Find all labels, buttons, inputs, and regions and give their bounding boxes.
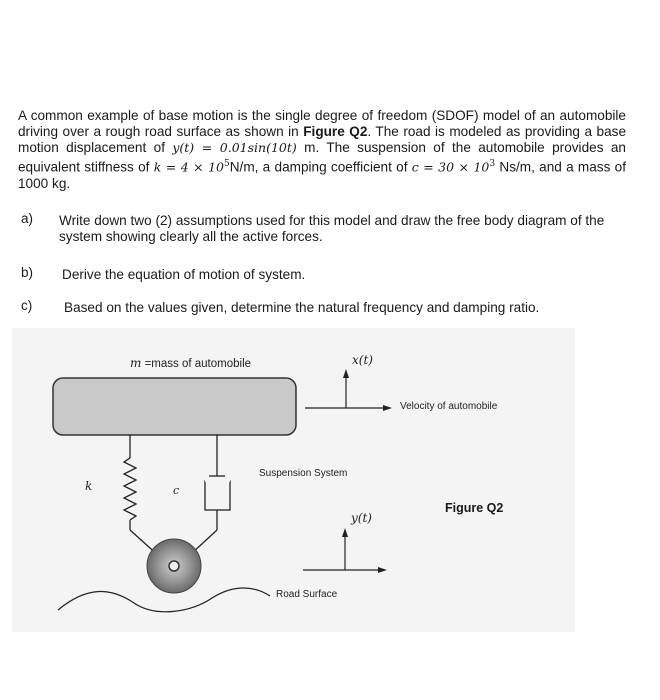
- damping-expression: c = 30 × 10: [411, 159, 490, 175]
- stiffness-exponent: 5: [223, 159, 230, 169]
- figure-reference: Figure Q2: [303, 124, 368, 139]
- stiffness-unit: N/m, a damping coefficient of: [229, 159, 412, 175]
- x-axis-arrowhead: [343, 369, 349, 378]
- intro-text-3: m. The suspension of the automobile provides an equivalent stiffness of: [18, 140, 626, 175]
- question-a-letter: a): [21, 211, 34, 226]
- figure-caption: Figure Q2: [445, 501, 504, 515]
- mass-label: [130, 356, 251, 370]
- mass-description: =mass of automobile: [141, 358, 252, 370]
- question-b-letter: b): [21, 265, 34, 280]
- mass-symbol: m: [130, 356, 142, 370]
- question-a-text: Write down two (2) assumptions used for this model and draw the free body diagram of the system showing clearly all the active forces.: [59, 213, 605, 244]
- velocity-label: Velocity of automobile: [400, 401, 498, 412]
- spring-coil: [124, 458, 136, 520]
- damping-exponent: 3: [489, 159, 496, 169]
- suspension-label: Suspension System: [259, 468, 348, 479]
- stiffness-expression: k = 4 × 10: [153, 159, 224, 175]
- wheel-hub: [169, 561, 179, 571]
- question-b-text: Derive the equation of motion of system.: [62, 267, 306, 282]
- y-t-label: y(t): [351, 511, 372, 525]
- intro-text-2: . The road is modeled as providing a base motion displacement of: [18, 124, 626, 155]
- question-c-letter: c): [21, 298, 33, 313]
- y-axis-arrowhead: [342, 528, 348, 537]
- x-t-label: x(t): [352, 353, 373, 367]
- c-label: c: [173, 484, 180, 497]
- y-axis-horizontal-arrowhead: [378, 567, 387, 573]
- road-label: Road Surface: [276, 589, 338, 600]
- intro-text-1: A common example of base motion is the single degree of freedom (SDOF) model of an automobile driving over a rough road surface as shown in: [18, 108, 626, 139]
- question-c-text: Based on the values given, determine the natural frequency and damping ratio.: [64, 300, 540, 315]
- k-label: k: [85, 479, 93, 493]
- velocity-arrowhead: [383, 405, 392, 411]
- mass-block: [53, 378, 296, 435]
- damper-cylinder: [205, 481, 230, 510]
- intro-text-4: Ns/m, and a mass of 1000 kg.: [18, 159, 626, 191]
- displacement-expression: y(t) = 0.01sin(10t): [172, 140, 297, 155]
